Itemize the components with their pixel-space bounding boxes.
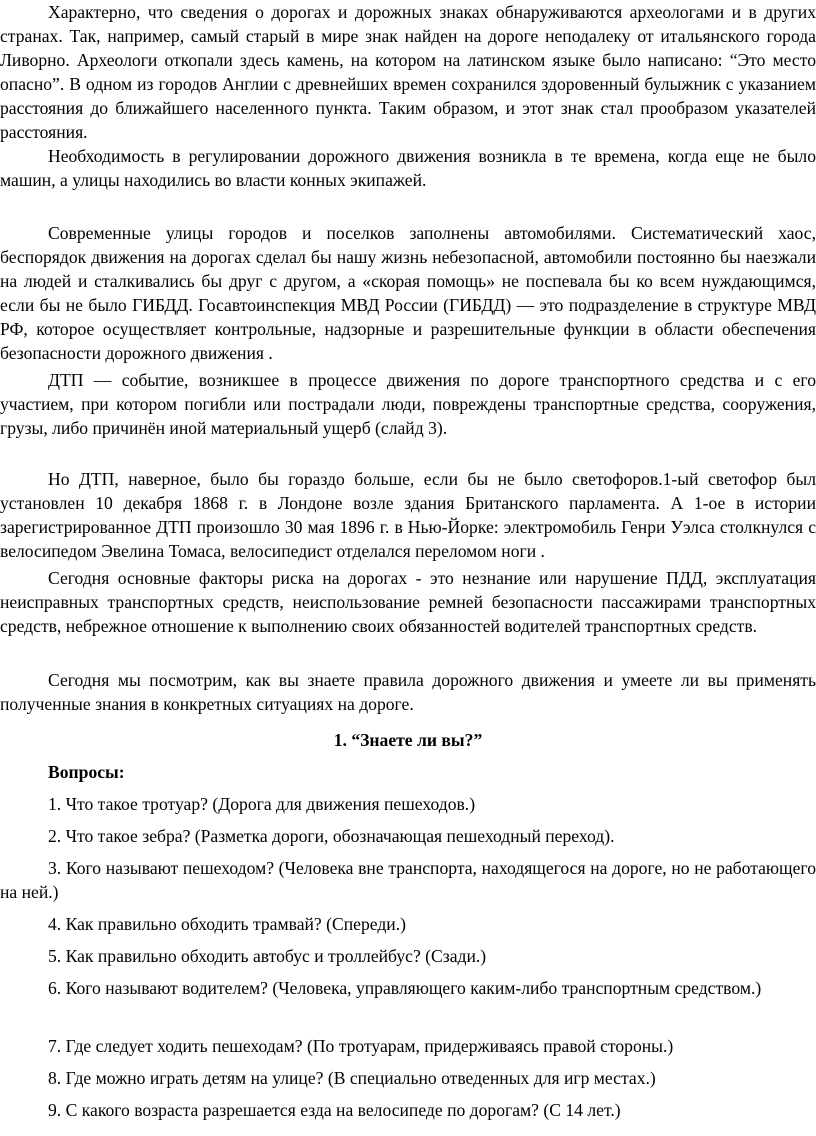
question-item: 5. Как правильно обходить автобус и троллейбус? (Сзади.) [48,946,487,966]
question-item: 9. С какого возраста разрешается езда на велосипеде по дорогам? (С 14 лет.) [48,1100,621,1120]
question-item: 3. Кого называют пешеходом? (Человека вне транспорта, находящегося на дороге, но не работающего на ней.) [0,858,816,902]
paragraph-regulation-need: Необходимость в регулировании дорожного движения возникла в те времена, когда еще не было машин, а улицы находились во власти конных экипажей. [0,146,816,190]
paragraph-traffic-lights: Но ДТП, наверное, было бы гораздо больше, если бы не было светофоров.1-ый светофор был установлен 10 декабря 1868 г. в Лондоне возле здания Британского парламента. А 1-ое в истории зарегистрированное ДТП произошло 30 мая 1896 г. в Нью-Йорке: электромобиль Генри Уэлса столкнулся с велосипедом Эвелина Томаса, велосипедист отделался переломом ноги . [0,469,816,561]
section-heading: 1. “Знаете ли вы?” [333,730,483,750]
question-item: 6. Кого называют водителем? (Человека, управляющего каким-либо транспортным средством.) [48,978,762,998]
question-item: 7. Где следует ходить пешеходам? (По тротуарам, придерживаясь правой стороны.) [48,1036,674,1056]
paragraph-dtp-definition: ДТП — событие, возникшее в процессе движения по дороге транспортного средства и с его участием, при котором погибли или пострадали люди, повреждены транспортные средства, сооружения, грузы, либо причинён иной материальный ущерб (слайд 3). [0,370,816,438]
paragraph-risk-factors: Сегодня основные факторы риска на дорогах - это незнание или нарушение ПДД, эксплуатация неисправных транспортных средств, неиспользование ремней безопасности пассажирами транспортных средств, небрежное отношение к выполнению своих обязанностей водителей транспортных средств. [0,568,816,636]
question-item: 4. Как правильно обходить трамвай? (Спереди.) [48,914,406,934]
question-item: 1. Что такое тротуар? (Дорога для движения пешеходов.) [48,794,476,814]
paragraph-history-signs: Характерно, что сведения о дорогах и дорожных знаках обнаруживаются археологами и в других странах. Так, например, самый старый в мире знак найден на дороге неподалеку от итальянского города Ливорно. Археологи откопали здесь камень, на котором на латинском языке было написано: “Это место опасно”. В одном из городов Англии с древнейших времен сохранился здоровенный булыжник с указанием расстояния до ближайшего населенного пункта. Таким образом, и этот знак стал прообразом указателей расстояния. [0,2,816,142]
paragraph-today-check: Сегодня мы посмотрим, как вы знаете правила дорожного движения и умеете ли вы применять полученные знания в конкретных ситуациях на дороге. [0,670,816,714]
questions-label: Вопросы: [48,762,125,782]
question-item: 8. Где можно играть детям на улице? (В специально отведенных для игр местах.) [48,1068,656,1088]
question-item: 2. Что такое зебра? (Разметка дороги, обозначающая пешеходный переход). [48,826,615,846]
paragraph-modern-streets: Современные улицы городов и поселков заполнены автомобилями. Систематический хаос, беспорядок движения на дорогах сделал бы нашу жизнь небезопасной, автомобили постоянно бы наезжали на людей и сталкивались бы друг с другом, а «скорая помощь» не поспевала бы ко всем нуждающимся, если бы не было ГИБДД. Госавтоинспекция МВД России (ГИБДД) — это подразделение в структуре МВД РФ, которое осуществляет контрольные, надзорные и разрешительные функции в области обеспечения безопасности дорожного движения . [0,223,816,363]
